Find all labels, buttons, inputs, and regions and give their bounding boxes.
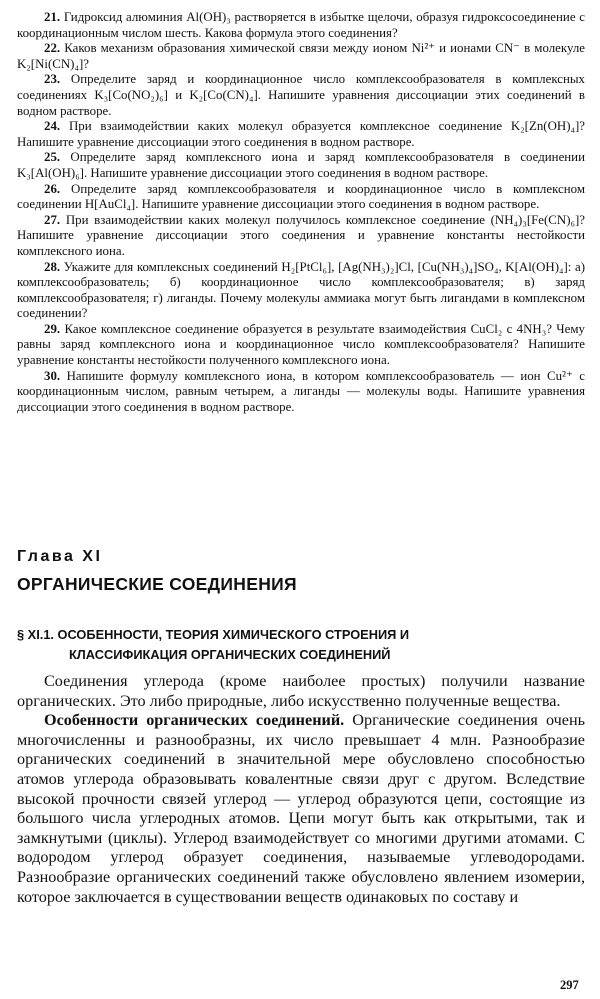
problem-21: [17, 10, 585, 41]
problem-number: 21.: [44, 10, 61, 24]
problem-text: Определите заряд комплексного иона и заряд комплексообразователя в соединении K₃[Al(OH)₆]. Напишите уравнение диссоциации этого соединения в водном растворе.: [17, 150, 585, 180]
chapter-label: Глава XI: [17, 548, 103, 565]
problem-30: [17, 369, 585, 416]
problem-text: Определите заряд и координационное число комплексообразователя в комплексных соединениях K₃[Co(NO₂)₆] и K₂[Co(CN)₄]. Напишите уравнения диссоциации этих соединений в водном растворе.: [17, 72, 585, 118]
paragraph-run-in-heading: Особенности органических соединений.: [44, 711, 345, 730]
body-paragraph-2: [17, 711, 585, 907]
problem-number: 24.: [44, 119, 61, 134]
section-title-line1: § XI.1. ОСОБЕННОСТИ, ТЕОРИЯ ХИМИЧЕСКОГО СТРОЕНИЯ И: [17, 627, 410, 642]
problem-text: Напишите формулу комплексного иона, в котором комплексообразователь — ион Cu²⁺ с координационным числом, равным четырем, а лиганды — молекулы воды. Напишите уравнения диссоциации этого соединения в водном растворе.: [17, 368, 585, 414]
problem-list: [17, 10, 585, 415]
problem-number: 22.: [44, 41, 61, 56]
problem-number: 28.: [44, 259, 61, 274]
problem-text: Укажите для комплексных соединений H₂[PtCl₆], [Ag(NH₃)₂]Cl, [Cu(NH₃)₄]SO₄, K[Al(OH)₄]: а) комплексообразователь; б) координационное число комплексообразователя; в) заряд комплексообразователя; г) лиганды. Почему молекулы аммиака могут быть лигандами в комплексном соединении?: [17, 259, 585, 321]
problem-28: [17, 260, 585, 322]
problem-25: [17, 150, 585, 181]
section-title-line2: КЛАССИФИКАЦИЯ ОРГАНИЧЕСКИХ СОЕДИНЕНИЙ: [69, 647, 391, 662]
problem-text: Какое комплексное соединение образуется в результате взаимодействия CuCl₂ с 4NH₃? Чему равны заряд комплексного иона и координационное число комплексообразователя? Напишите уравнение константы нестойкости полученного комплексного иона.: [17, 321, 585, 368]
problem-24: [17, 119, 585, 150]
problem-29: [17, 322, 585, 369]
chapter-title: ОРГАНИЧЕСКИЕ СОЕДИНЕНИЯ: [17, 574, 297, 594]
problem-22: [17, 41, 585, 72]
problem-number: 26.: [44, 181, 61, 196]
paragraph-text: Органические соединения очень многочисленны и разнообразны, их число превышает 4 млн. Разнообразие органических соединений в значительной мере обусловлено способностью атомов углерода образовывать ковалентные связи друг с другом. Вследствие высокой прочности связей углерод — углерод образуются цепи, состоящие из большого числа углеродных атомов. Цепи могут быть как открытыми, так и замкнутыми (циклы). Углерод взаимодействует со многими другими атомами. С водородом углерод образует соединения, называемые углеводородами. Разнообразие органических соединений также обусловлено явлением изомерии, которое заключается в существовании веществ одинаковых по составу и: [17, 711, 585, 906]
problem-number: 27.: [44, 212, 61, 227]
body-paragraph-1: Соединения углерода (кроме наиболее простых) получили название органических. Это либо природные, либо искусственно полученные вещества.: [17, 672, 585, 710]
problem-text: При взаимодействии каких молекул получилось комплексное соединение (NH₄)₃[Fe(CN)₆]? Напишите уравнение диссоциации этого соединения и уравнение константы нестойкости комплексного иона.: [17, 212, 585, 258]
problem-number: 23.: [44, 72, 61, 87]
problem-23: [17, 72, 585, 119]
section-body: [17, 672, 585, 907]
section-heading: [17, 625, 577, 665]
problem-text: Каков механизм образования химической связи между ионом Ni²⁺ и ионами CN⁻ в молекуле K₂[Ni(CN)₄]?: [17, 41, 585, 71]
page-number: 297: [560, 978, 579, 992]
problem-text: При взаимодействии каких молекул образуется комплексное соединение K₂[Zn(OH)₄]? Напишите уравнение диссоциации этого соединения в водном растворе.: [17, 119, 585, 149]
problem-text: Определите заряд комплексообразователя и координационное число в комплексном соединении H[AuCl₄]. Напишите уравнение диссоциации этого соединения в водном растворе.: [17, 181, 585, 212]
problem-26: [17, 182, 585, 213]
problem-text: Гидроксид алюминия Al(OH)₃ растворяется в избытке щелочи, образуя гидроксосоединение с координационным числом шесть. Какова формула этого соединения?: [17, 10, 585, 40]
problem-number: 29.: [44, 321, 61, 336]
problem-number: 25.: [44, 150, 61, 165]
problem-number: 30.: [44, 368, 61, 383]
problem-27: [17, 213, 585, 260]
